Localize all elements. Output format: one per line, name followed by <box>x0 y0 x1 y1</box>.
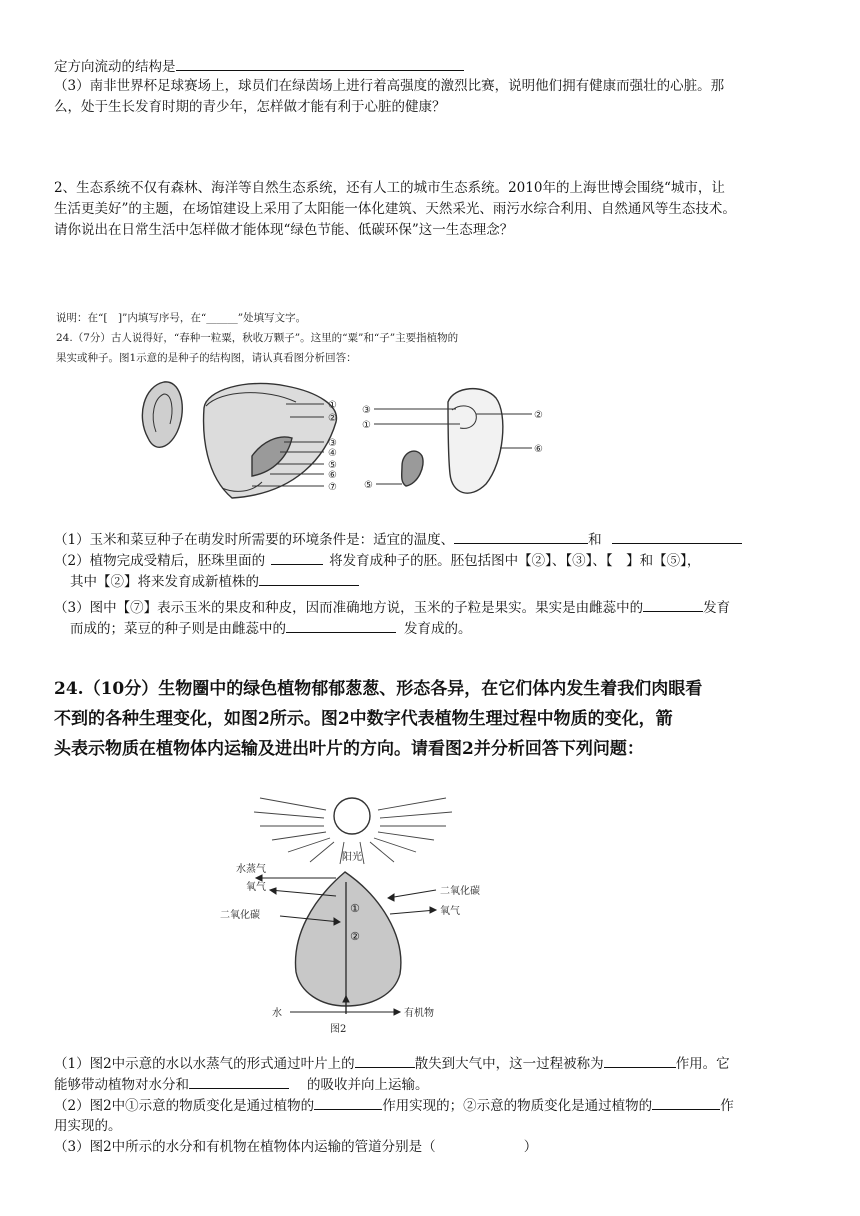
bean-label-5: ⑤ <box>364 480 373 491</box>
answer-blank[interactable] <box>652 1095 720 1110</box>
answer-blank[interactable] <box>259 571 359 586</box>
seed-question-3-cont <box>70 618 472 639</box>
scan2-line-2: 不到的各种生理变化，如图2所示。图2中数字代表植物生理过程中物质的变化，箭 <box>54 709 673 729</box>
scan2-line-1: 24.（10分）生物圈中的绿色植物郁郁葱葱、形态各异，在它们体内发生着我们肉眼看 <box>54 679 703 699</box>
fig1-label-1: ① <box>328 400 337 411</box>
text-span: （1）图2中示意的水以水蒸气的形式通过叶片上的 <box>54 1056 355 1072</box>
text-span: 将发育成种子的胚。胚包括图中【②】、【③】、【 】和【⑤】， <box>329 553 701 569</box>
answer-blank[interactable] <box>286 618 396 633</box>
leaf-question-1 <box>54 1053 730 1074</box>
leaf-question-2 <box>54 1095 734 1116</box>
oxygen-left-label: 氧气 <box>246 882 266 893</box>
scan-question-line: 24.（7分）古人说得好，“春种一粒粟，秋收万颗子”。这里的“粟”和“子”主要指植物的 <box>56 332 459 344</box>
sun-icon <box>334 798 370 834</box>
text-span: （2）图2中①示意的物质变化是通过植物的 <box>54 1098 315 1114</box>
text-span: 而成的；菜豆的种子则是由雌蕊中的 <box>70 621 286 637</box>
water-label: 水 <box>272 1008 282 1019</box>
fig1-label-5: ⑤ <box>328 460 337 471</box>
text-span: （2）植物完成受精后，胚珠里面的 <box>54 553 266 569</box>
text-span: 其中【②】将来发育成新植株的 <box>70 574 259 590</box>
fig1-label-3: ③ <box>328 438 337 449</box>
co2-left-label: 二氧化碳 <box>220 910 260 921</box>
figure-2-caption: 图2 <box>330 1024 347 1035</box>
text-span: 能够带动植物对水分和 <box>54 1077 189 1093</box>
leaf-question-1-cont <box>54 1074 429 1095</box>
answer-blank[interactable] <box>314 1095 382 1110</box>
leaf-question-3 <box>54 1137 537 1157</box>
question-2-line-1: 2、生态系统不仅有森林、海洋等自然生态系统，还有人工的城市生态系统。2010年的上海世博会围绕“城市，让 <box>54 180 725 196</box>
bean-label-3: ③ <box>362 405 371 416</box>
question-2-line-2: 生活更美好”的主题，在场馆建设上采用了太阳能一体化建筑、天然采光、雨污水综合利用、自然通风等生态技术。 <box>54 201 736 217</box>
scan-instruction: 说明：在“[ ]”内填写序号，在“______”处填写文字。 <box>56 312 307 324</box>
text-span: 定方向流动的结构是 <box>54 59 176 75</box>
answer-blank[interactable] <box>355 1053 415 1068</box>
text-span: 作用。它 <box>675 1056 730 1072</box>
corn-seed-section <box>142 382 336 498</box>
text-span: （1）玉米和菜豆种子在萌发时所需要的环境条件是：适宜的温度、 <box>54 532 455 548</box>
scan2-line-3: 头表示物质在植物体内运输及进出叶片的方向。请看图2并分析回答下列问题： <box>54 739 644 759</box>
answer-blank[interactable] <box>604 1053 676 1068</box>
scan-question-line: 果实或种子。图1示意的是种子的结构图，请认真看图分析回答： <box>56 352 357 364</box>
seed-question-2 <box>54 550 700 571</box>
bean-label-2: ② <box>534 410 543 421</box>
bean-seed <box>402 389 503 494</box>
water-vapor-label: 水蒸气 <box>236 864 266 875</box>
seed-question-2-cont <box>70 571 359 592</box>
co2-right-label: 二氧化碳 <box>440 886 480 897</box>
answer-blank[interactable] <box>189 1074 289 1089</box>
text-span: 和 <box>588 532 602 548</box>
text-span: 作用实现的；②示意的物质变化是通过植物的 <box>382 1098 653 1114</box>
bean-label-6: ⑥ <box>534 444 543 455</box>
scanned-seed-figure <box>56 306 552 502</box>
answer-blank[interactable] <box>643 597 703 612</box>
process-1-label: ① <box>350 902 360 915</box>
seed-question-3 <box>54 597 730 618</box>
fig1-label-2: ② <box>328 413 337 424</box>
text-span: （3）图中【⑦】表示玉米的果皮和种皮，因而准确地方说，玉米的子粒是果实。果实是由雌蕊中的 <box>54 600 644 616</box>
fig1-label-7: ⑦ <box>328 482 337 493</box>
text-span: 的吸收并向上运输。 <box>307 1077 429 1093</box>
fig1-label-4: ④ <box>328 448 337 459</box>
text-span: 散失到大气中，这一过程被称为 <box>414 1056 604 1072</box>
text-line-1 <box>54 56 464 77</box>
fig1-label-6: ⑥ <box>328 470 337 481</box>
leaf-diagram <box>200 786 530 1026</box>
answer-blank[interactable] <box>454 529 588 544</box>
answer-blank[interactable] <box>271 550 323 565</box>
seed-question-1 <box>54 529 742 550</box>
answer-blank[interactable] <box>612 529 742 544</box>
leaf-icon <box>295 872 400 1006</box>
bean-label-1: ① <box>362 420 371 431</box>
leaf-question-2-cont: 用实现的。 <box>54 1118 122 1134</box>
text-line-3: 么，处于生长发育时期的青少年，怎样做才能有利于心脏的健康？ <box>54 99 446 115</box>
organic-matter-label: 有机物 <box>404 1008 434 1019</box>
text-span: 作 <box>720 1098 734 1114</box>
text-span: （3）图2中所示的水分和有机物在植物体内运输的管道分别是（ <box>54 1139 436 1155</box>
text-span: 发育 <box>703 600 731 616</box>
text-span: ） <box>523 1139 538 1155</box>
text-line-2: （3）南非世界杯足球赛场上，球员们在绿茵场上进行着高强度的激烈比赛，说明他们拥有健康而强壮的心脏。那 <box>54 78 725 94</box>
seed-diagram <box>56 306 552 502</box>
oxygen-right-label: 氧气 <box>440 906 460 917</box>
text-span: 发育成的。 <box>404 621 472 637</box>
process-2-label: ② <box>350 930 360 943</box>
question-2-line-3: 请你说出在日常生活中怎样做才能体现“绿色节能、低碳环保”这一生态理念？ <box>54 222 514 238</box>
answer-blank[interactable] <box>176 56 464 71</box>
sun-label: 阳光 <box>342 852 362 863</box>
